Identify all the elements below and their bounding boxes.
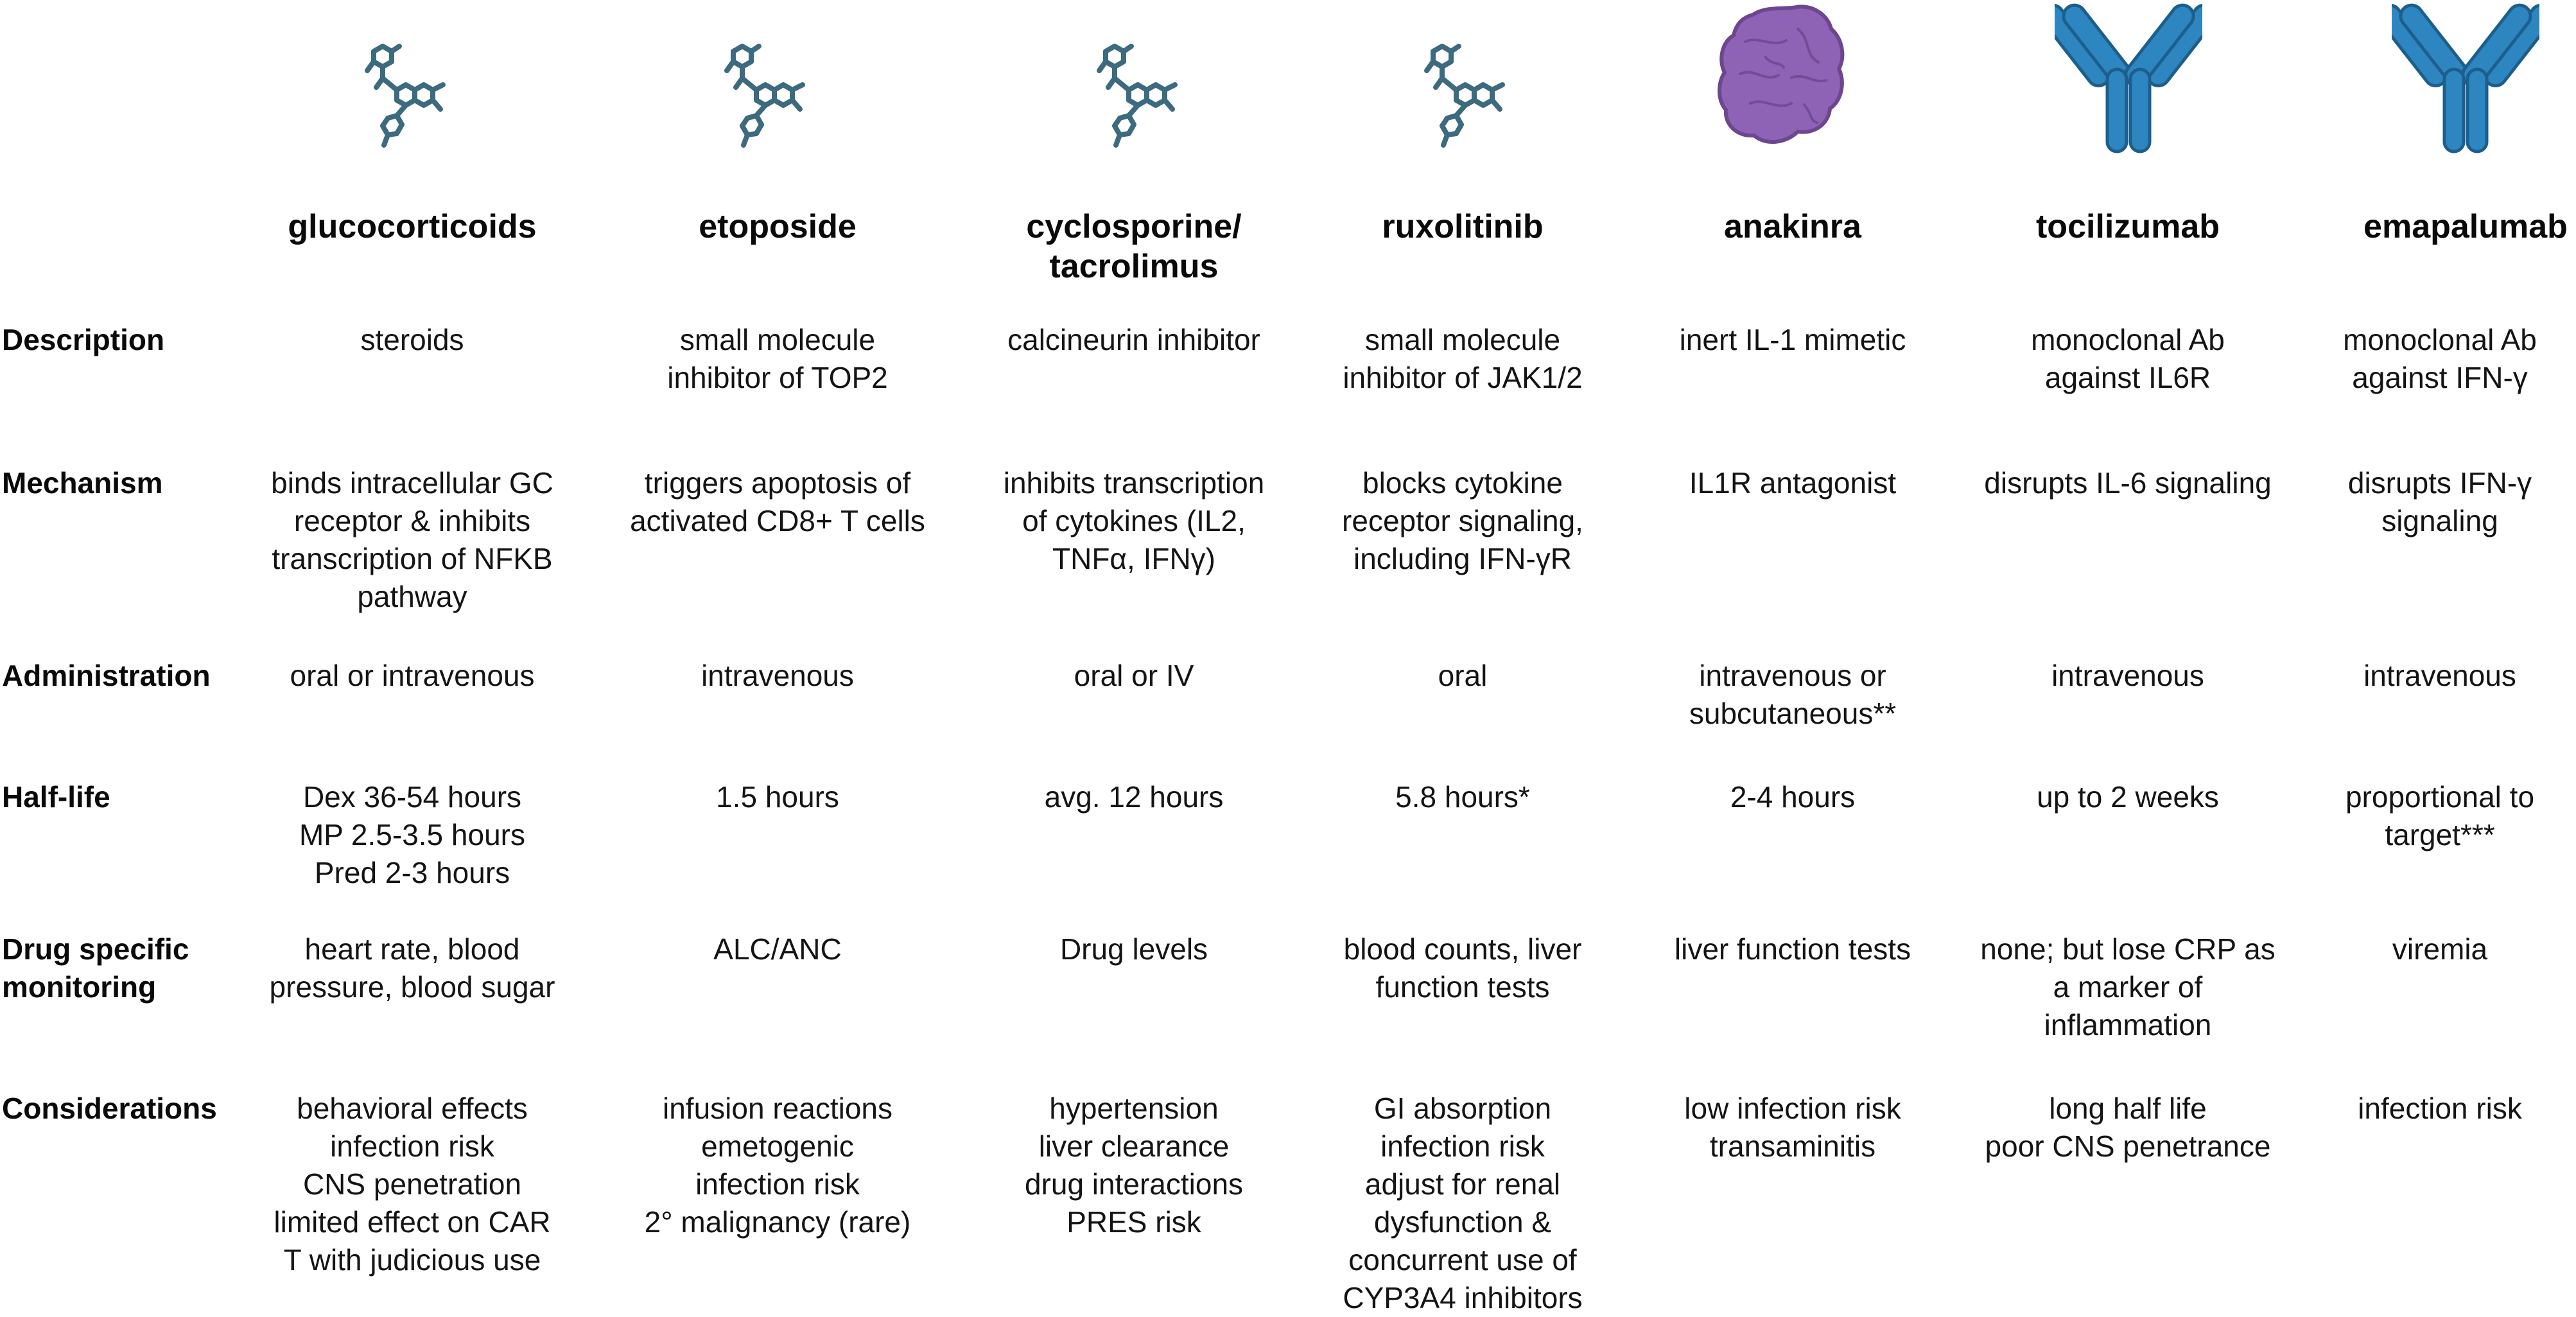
cell-mechanism-ruxolitinib: blocks cytokine receptor signaling, including IFN-γR	[1342, 466, 1583, 575]
cell-administration-anakinra: intravenous or subcutaneous**	[1689, 659, 1897, 730]
cell-description-ruxolitinib: small molecule inhibitor of JAK1/2	[1343, 323, 1583, 394]
cell-mechanism-glucocorticoids: binds intracellular GC receptor & inhibits transcription of NFKB pathway	[271, 466, 553, 613]
cell-considerations-cyclosporine-tacrolimus: hypertension liver clearance drug interactions PRES risk	[1024, 1092, 1244, 1239]
drug-header-tocilizumab: tocilizumab	[2035, 208, 2220, 245]
cell-administration-tocilizumab: intravenous	[2051, 659, 2204, 692]
row-label-description: Description	[2, 323, 165, 356]
cell-considerations-tocilizumab: long half life poor CNS penetrance	[1985, 1092, 2271, 1163]
cell-description-cyclosporine-tacrolimus: calcineurin inhibitor	[1007, 323, 1260, 356]
drug-header-ruxolitinib: ruxolitinib	[1382, 208, 1544, 245]
small-molecule-icon	[719, 39, 822, 148]
cell-monitoring-emapalumab: viremia	[2392, 932, 2488, 966]
cell-monitoring-etoposide: ALC/ANC	[713, 932, 842, 966]
protein-icon	[1714, 3, 1849, 151]
cell-considerations-emapalumab: infection risk	[2358, 1092, 2522, 1125]
cell-description-etoposide: small molecule inhibitor of TOP2	[667, 323, 888, 394]
row-label-administration: Administration	[2, 659, 211, 692]
cell-administration-glucocorticoids: oral or intravenous	[290, 659, 535, 692]
drug-header-glucocorticoids: glucocorticoids	[288, 208, 537, 245]
cell-monitoring-ruxolitinib: blood counts, liver function tests	[1343, 932, 1582, 1004]
cell-half-life-emapalumab: proportional to target***	[2345, 780, 2535, 851]
cell-administration-ruxolitinib: oral	[1438, 659, 1488, 692]
small-molecule-icon	[360, 39, 462, 148]
cell-administration-cyclosporine-tacrolimus: oral or IV	[1074, 659, 1194, 692]
cell-considerations-etoposide: infusion reactions emetogenic infection risk 2° malignancy (rare)	[644, 1092, 911, 1239]
cell-description-glucocorticoids: steroids	[360, 323, 464, 356]
cell-half-life-etoposide: 1.5 hours	[716, 780, 839, 814]
cell-description-emapalumab: monoclonal Ab against IFN-γ	[2343, 323, 2537, 394]
cell-monitoring-glucocorticoids: heart rate, blood pressure, blood sugar	[269, 932, 555, 1004]
row-label-considerations: Considerations	[2, 1092, 217, 1125]
cell-considerations-ruxolitinib: GI absorption infection risk adjust for renal dysfunction & concurrent use of CYP3A4 inhibitors	[1343, 1092, 1583, 1314]
cell-monitoring-anakinra: liver function tests	[1674, 932, 1911, 966]
drug-header-anakinra: anakinra	[1724, 208, 1861, 245]
cell-half-life-glucocorticoids: Dex 36-54 hours MP 2.5-3.5 hours Pred 2-3 hours	[299, 780, 525, 889]
drug-header-emapalumab: emapalumab	[2363, 208, 2568, 245]
small-molecule-icon	[1419, 39, 1522, 148]
small-molecule-icon	[1092, 39, 1194, 148]
cell-half-life-cyclosporine-tacrolimus: avg. 12 hours	[1044, 780, 1224, 814]
cell-half-life-ruxolitinib: 5.8 hours*	[1395, 780, 1530, 814]
cell-administration-emapalumab: intravenous	[2363, 659, 2516, 692]
cell-considerations-glucocorticoids: behavioral effects infection risk CNS penetration limited effect on CAR T with judicious use	[274, 1092, 551, 1277]
cell-mechanism-cyclosporine-tacrolimus: inhibits transcription of cytokines (IL2, TNFα, IFNγ)	[1003, 466, 1265, 575]
drug-header-etoposide: etoposide	[699, 208, 857, 245]
row-label-half-life: Half-life	[2, 780, 110, 814]
row-label-drug-specific-monitoring: Drug specific monitoring	[2, 932, 189, 1004]
cell-monitoring-tocilizumab: none; but lose CRP as a marker of inflammation	[1980, 932, 2276, 1042]
cell-administration-etoposide: intravenous	[701, 659, 854, 692]
cell-considerations-anakinra: low infection risk transaminitis	[1684, 1092, 1901, 1163]
cell-mechanism-emapalumab: disrupts IFN-γ signaling	[2347, 466, 2532, 537]
cell-half-life-anakinra: 2-4 hours	[1730, 780, 1856, 814]
cell-mechanism-tocilizumab: disrupts IL-6 signaling	[1984, 466, 2272, 500]
cell-description-anakinra: inert IL-1 mimetic	[1679, 323, 1906, 356]
cell-mechanism-anakinra: IL1R antagonist	[1689, 466, 1897, 500]
row-label-mechanism: Mechanism	[2, 466, 163, 500]
antibody-icon	[2055, 0, 2202, 154]
cell-half-life-tocilizumab: up to 2 weeks	[2037, 780, 2219, 814]
antibody-icon	[2392, 0, 2539, 154]
cell-monitoring-cyclosporine-tacrolimus: Drug levels	[1059, 932, 1208, 966]
drug-header-cyclosporine-tacrolimus: cyclosporine/ tacrolimus	[1026, 208, 1242, 285]
cell-mechanism-etoposide: triggers apoptosis of activated CD8+ T cells	[630, 466, 925, 537]
cell-description-tocilizumab: monoclonal Ab against IL6R	[2031, 323, 2225, 394]
